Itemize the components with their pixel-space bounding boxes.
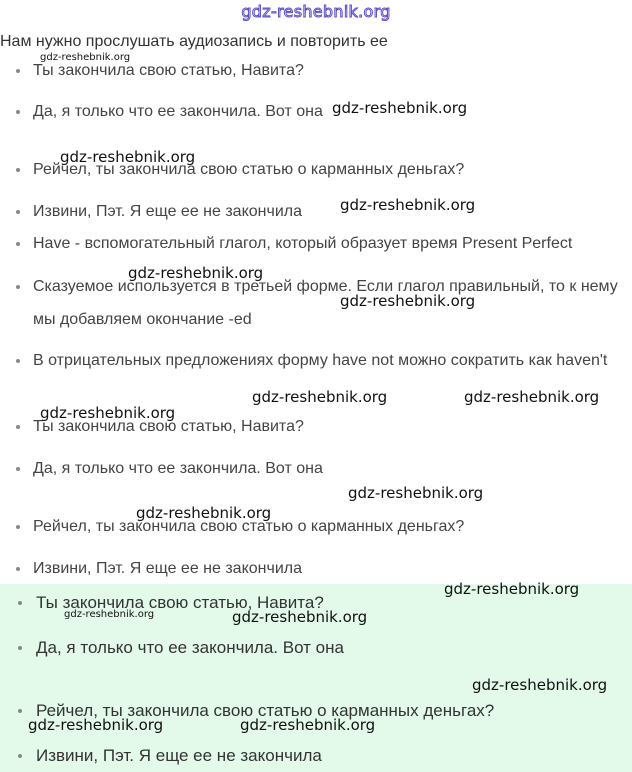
watermark: gdz-reshebnik.org [332, 99, 468, 117]
watermark: gdz-reshebnik.org [340, 292, 476, 310]
watermark: gdz-reshebnik.org [252, 388, 388, 406]
watermark: gdz-reshebnik.org [60, 148, 196, 166]
watermark: gdz-reshebnik.org [340, 196, 476, 214]
watermark: gdz-reshebnik.org [472, 676, 608, 694]
bullet-icon [16, 285, 20, 289]
bullet-icon [18, 709, 22, 713]
bullet-icon [16, 525, 20, 529]
intro-text: Нам нужно прослушать аудиозапись и повторить ее [0, 33, 388, 50]
bullet-icon [16, 69, 20, 73]
watermark: gdz-reshebnik.org [232, 608, 368, 626]
bullet-icon [16, 467, 20, 471]
bullet-icon [16, 110, 20, 114]
bullet-icon [16, 359, 20, 363]
bullet-icon [18, 601, 22, 605]
bullet-icon [16, 242, 20, 246]
watermark: gdz-reshebnik.org [444, 580, 580, 598]
bullet-icon [18, 646, 22, 650]
bullet-icon [16, 425, 20, 429]
watermark: gdz-reshebnik.org [64, 609, 155, 620]
bullet-icon [16, 210, 20, 214]
watermark: gdz-reshebnik.org [128, 264, 264, 282]
watermark: gdz-reshebnik.org [464, 388, 600, 406]
watermark: gdz-reshebnik.org [40, 52, 131, 63]
watermark: gdz-reshebnik.org [240, 716, 376, 734]
bullet-icon [18, 754, 22, 758]
site-title[interactable]: gdz-reshebnik.org [241, 2, 391, 21]
watermark: gdz-reshebnik.org [28, 716, 164, 734]
watermark: gdz-reshebnik.org [348, 484, 484, 502]
bullet-icon [16, 567, 20, 571]
watermark: gdz-reshebnik.org [40, 404, 176, 422]
bullet-icon [16, 168, 20, 172]
watermark: gdz-reshebnik.org [136, 504, 272, 522]
